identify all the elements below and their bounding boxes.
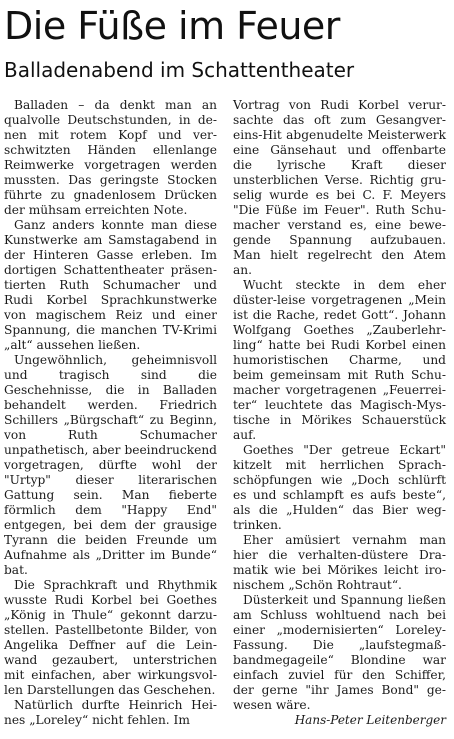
article-column-right (233, 98, 446, 728)
paragraph: Natürlich durfte Heinrich Heines „Loreley“ nicht fehlen. Im (4, 698, 217, 727)
paragraph: Eher amüsiert vernahm man hier die verhalten-düstere Dramatik wie bei Mörikes leicht ironischem „Schön Rohtraut“. (233, 533, 446, 592)
paragraph: Goethes "Der getreue Eckart" kitzelt mit herrlichen Sprachschöpfungen wie „Doch schlürft es und schlampft es aufs beste“, als die „Hulden“ das Bier wegtrinken. (233, 443, 446, 532)
article-column-left (4, 98, 217, 728)
subheadline: Balladenabend im Schattentheater (4, 58, 355, 82)
paragraph: Düsterkeit und Spannung ließen am Schluss wohltuend nach bei einer „modernisierten“ Loreley-Fassung. Die „laufstegmaßbandmegageile“ Blondine war einfach zuviel für den Schiffer, der gerne "ihr James Bond" gewesen wäre. (233, 593, 446, 712)
author-byline: Hans-Peter Leitenberger (294, 713, 446, 727)
paragraph: Ungewöhnlich, geheimnisvoll und tragisch sind die Geschehnisse, die in Balladen behandelt werden. Friedrich Schillers „Bürgschaft“ zu Beginn, von Ruth Schumacher unpathetisch, aber beeindruckend vorgetragen, dürfte wohl der "Urtyp" dieser literarischen Gattung sein. Man fieberte förmlich dem "Happy End" entgegen, bei dem der grausige Tyrann die beiden Freunde um Aufnahme als „Dritter im Bunde“ bat. (4, 353, 217, 577)
headline: Die Füße im Feuer (4, 4, 340, 48)
paragraph: Wucht steckte in dem eher düster-leise vorgetragenen „Mein ist die Rache, redet Gott“. Johann Wolfgang Goethes „Zauberlehrling“ hatte bei Rudi Korbel einen humoristischen Charme, und beim gemeinsam mit Ruth Schumacher vorgetragenen „Feuerreiter“ leuchtete das Magisch-Mystische in Mörikes Schauerstück auf. (233, 278, 446, 442)
paragraph: Ganz anders konnte man diese Kunstwerke am Samstagabend in der Hinteren Gasse erleben. Im dortigen Schattentheater präsentierten Ruth Schumacher und Rudi Korbel Sprachkunstwerke von magischem Reiz und einer Spannung, die manchen TV-Krimi „alt“ aussehen ließen. (4, 218, 217, 352)
paragraph: Vortrag von Rudi Korbel verursachte das oft zum Gesangvereins-Hit abgenudelte Meisterwerk eine Gänsehaut und offenbarte die lyrische Kraft dieser unsterblichen Verse. Richtig gruselig wurde es bei C. F. Meyers "Die Füße im Feuer". Ruth Schumacher verstand es, eine bewegende Spannung aufzubauen. Man hielt regelrecht den Atem an. (233, 98, 446, 277)
paragraph: Balladen – da denkt man an qualvolle Deutschstunden, in denen mit rotem Kopf und verschwitzten Händen ellenlange Reimwerke vorgetragen werden mussten. Das geringste Stocken führte zu gnadenlosem Drücken der mühsam erreichten Note. (4, 98, 217, 217)
paragraph: Die Sprachkraft und Rhythmik wusste Rudi Korbel bei Goethes „König in Thule“ gekonnt darzustellen. Pastellbetonte Bilder, von Angelika Deffner auf die Leinwand gezaubert, unterstrichen mit einfachen, aber wirkungsvollen Darstellungen das Geschehen. (4, 578, 217, 697)
